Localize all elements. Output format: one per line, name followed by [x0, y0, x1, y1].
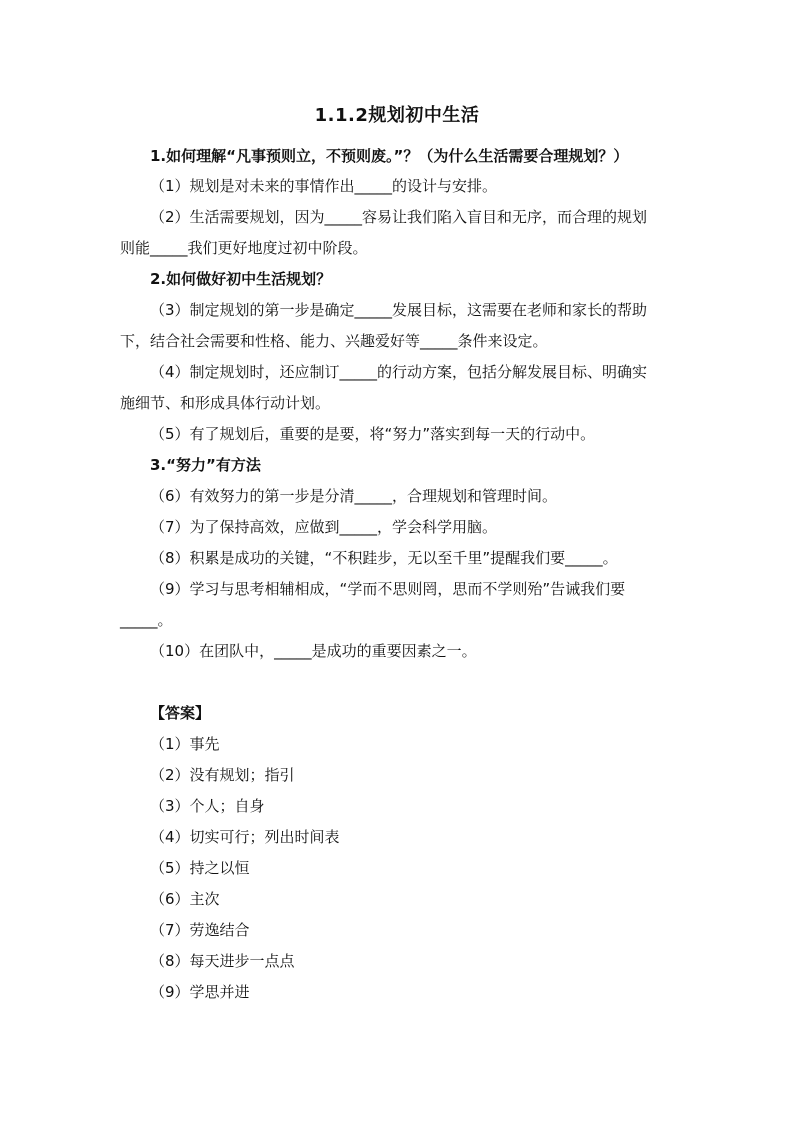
question-5: （5）有了规划后，重要的是要，将“努力”落实到每一天的行动中。: [150, 425, 596, 443]
section-heading-3: 3.“努力”有方法: [150, 456, 261, 474]
question-4-line-1: （4）制定规划时，还应制订_____的行动方案，包括分解发展目标、明确实: [150, 363, 648, 381]
question-3-line-1: （3）制定规划的第一步是确定_____发展目标，这需要在老师和家长的帮助: [150, 301, 648, 319]
question-8: （8）积累是成功的关键，“不积跬步，无以至千里”提醒我们要_____。: [150, 549, 618, 567]
question-7: （7）为了保持高效，应做到_____，学会科学用脑。: [150, 518, 498, 536]
answer-item: （3）个人；自身: [150, 797, 265, 815]
section-heading-1: 1.如何理解“凡事预则立，不预则废。”？（为什么生活需要合理规划？）: [150, 147, 629, 165]
question-9-line-1: （9）学习与思考相辅相成，“学而不思则罔，思而不学则殆”告诫我们要: [150, 580, 626, 598]
answer-item: （4）切实可行；列出时间表: [150, 828, 340, 846]
answer-item: （6）主次: [150, 890, 220, 908]
question-2-line-1: （2）生活需要规划，因为_____容易让我们陷入盲目和无序，而合理的规划: [150, 208, 648, 226]
page-title: 1.1.2规划初中生活: [314, 105, 480, 126]
answers-heading: 【答案】: [150, 704, 211, 722]
answer-item: （1）事先: [150, 735, 220, 753]
question-9-line-2: _____。: [120, 611, 173, 629]
answer-item: （2）没有规划；指引: [150, 766, 295, 784]
question-10: （10）在团队中，_____是成功的重要因素之一。: [150, 642, 477, 660]
question-2-line-2: 则能_____我们更好地度过初中阶段。: [120, 239, 368, 257]
answer-item: （5）持之以恒: [150, 859, 250, 877]
question-6: （6）有效努力的第一步是分清_____，合理规划和管理时间。: [150, 487, 558, 505]
answer-item: （8）每天进步一点点: [150, 952, 295, 970]
question-1: （1）规划是对未来的事情作出_____的设计与安排。: [150, 177, 498, 195]
section-heading-2: 2.如何做好初中生活规划？: [150, 270, 332, 288]
answer-item: （7）劳逸结合: [150, 921, 250, 939]
question-3-line-2: 下，结合社会需要和性格、能力、兴趣爱好等_____条件来设定。: [120, 332, 548, 350]
answer-item: （9）学思并进: [150, 983, 250, 1001]
question-4-line-2: 施细节、和形成具体行动计划。: [120, 394, 331, 412]
